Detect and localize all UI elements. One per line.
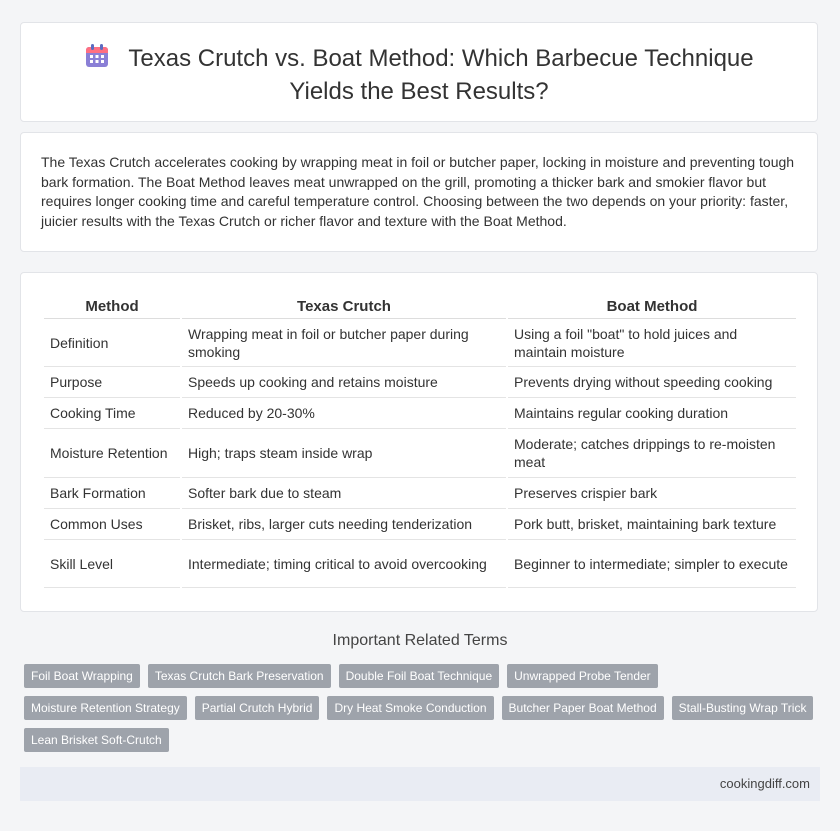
texas-crutch-cell: Reduced by 20-30% [182,398,506,429]
table-row [44,319,796,367]
table-row [44,478,796,509]
texas-crutch-cell: Speeds up cooking and retains moisture [182,367,506,398]
related-term-tag[interactable]: Double Foil Boat Technique [339,664,500,688]
related-term-tag[interactable]: Texas Crutch Bark Preservation [148,664,331,688]
related-term-tag[interactable]: Moisture Retention Strategy [24,696,187,720]
calendar-icon [84,43,110,77]
header-boat-method: Boat Method [508,295,796,319]
row-label: Bark Formation [44,478,180,509]
table-row [44,429,796,478]
row-label: Purpose [44,367,180,398]
texas-crutch-cell: Intermediate; timing critical to avoid overcooking [182,540,506,588]
intro-card [20,132,818,252]
row-label: Cooking Time [44,398,180,429]
row-label: Skill Level [44,540,180,588]
related-term-tag[interactable]: Butcher Paper Boat Method [502,696,664,720]
boat-method-cell: Beginner to intermediate; simpler to execute [508,540,796,588]
boat-method-cell: Pork butt, brisket, maintaining bark texture [508,509,796,540]
table-row [44,509,796,540]
page-title: Texas Crutch vs. Boat Method: Which Barbecue Technique Yields the Best Results? [128,45,754,105]
texas-crutch-cell: Brisket, ribs, larger cuts needing tenderization [182,509,506,540]
comparison-table [42,295,798,588]
header-texas-crutch: Texas Crutch [182,295,506,319]
related-term-tag[interactable]: Unwrapped Probe Tender [507,664,658,688]
row-label: Definition [44,319,180,367]
related-terms-list [24,664,824,752]
title-wrap [21,43,817,107]
table-row [44,540,796,588]
boat-method-cell: Using a foil "boat" to hold juices and maintain moisture [508,319,796,367]
boat-method-cell: Maintains regular cooking duration [508,398,796,429]
related-term-tag[interactable]: Dry Heat Smoke Conduction [327,696,493,720]
boat-method-cell: Moderate; catches drippings to re-moisten meat [508,429,796,478]
texas-crutch-cell: Wrapping meat in foil or butcher paper during smoking [182,319,506,367]
table-row [44,398,796,429]
header-method: Method [44,295,180,319]
related-term-tag[interactable]: Partial Crutch Hybrid [195,696,320,720]
footer-site-link[interactable]: cookingdiff.com [719,776,810,791]
related-term-tag[interactable]: Stall-Busting Wrap Trick [672,696,814,720]
row-label: Common Uses [44,509,180,540]
row-label: Moisture Retention [44,429,180,478]
footer [20,767,820,801]
table-row [44,367,796,398]
related-terms-heading: Important Related Terms [332,632,508,649]
boat-method-cell: Preserves crispier bark [508,478,796,509]
table-header-row [44,295,796,319]
texas-crutch-cell: Softer bark due to steam [182,478,506,509]
title-card [20,22,818,122]
related-term-tag[interactable]: Lean Brisket Soft-Crutch [24,728,169,752]
related-term-tag[interactable]: Foil Boat Wrapping [24,664,140,688]
texas-crutch-cell: High; traps steam inside wrap [182,429,506,478]
intro-paragraph: The Texas Crutch accelerates cooking by wrapping meat in foil or butcher paper, locking in moisture and preventing tough bark formation. The Boat Method leaves meat unwrapped on the grill, promoting a thicker bark and smokier flavor but requires longer cooking time and careful temperature control. Choosing between the two depends on your priority: faster, juicier results with the Texas Crutch or richer flavor and texture with the Boat Method. [41,154,795,229]
boat-method-cell: Prevents drying without speeding cooking [508,367,796,398]
comparison-card [20,272,818,612]
